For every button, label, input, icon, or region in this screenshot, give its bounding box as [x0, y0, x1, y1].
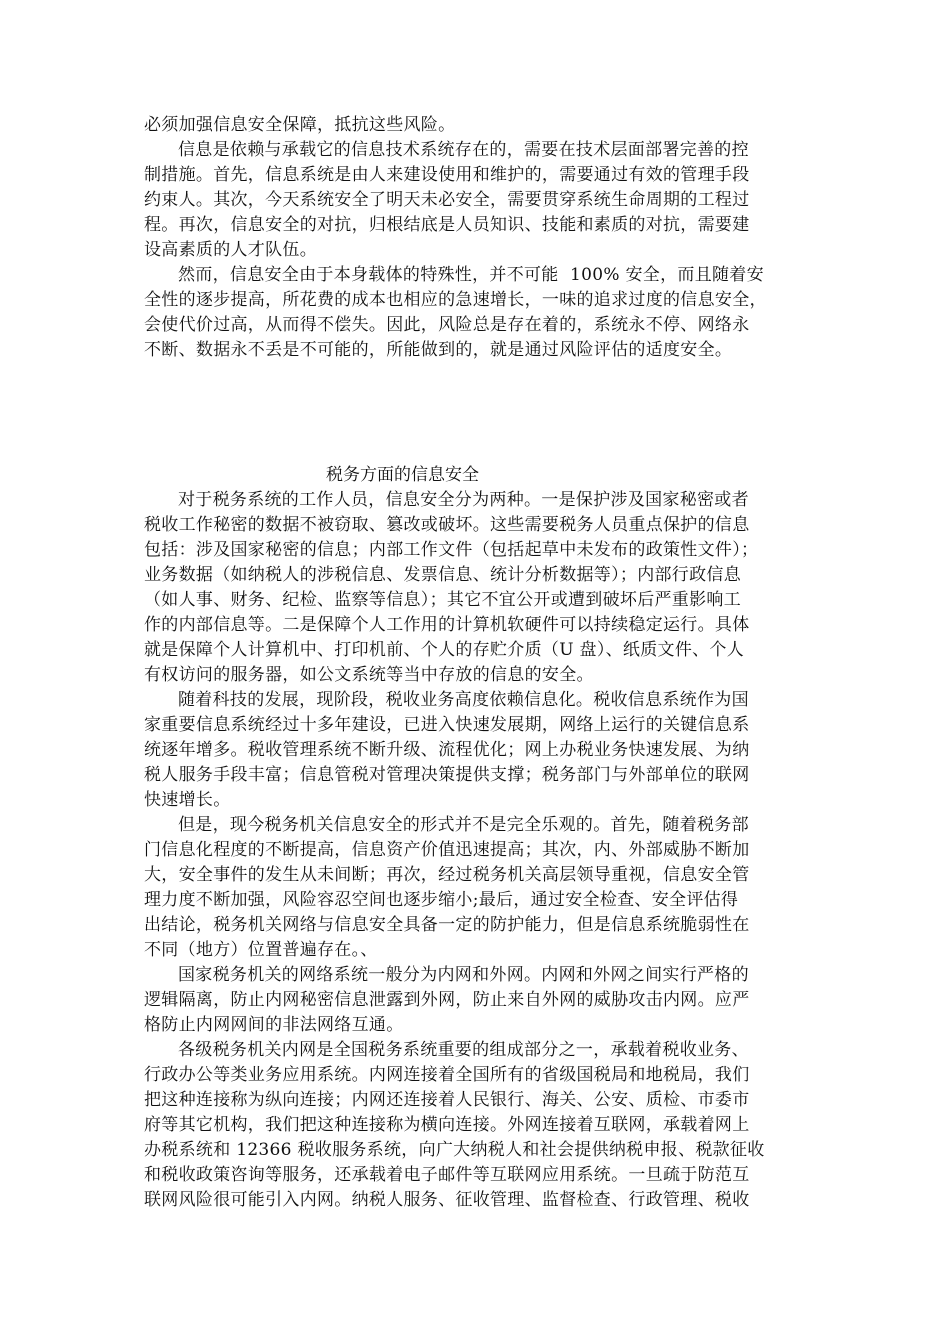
section-title: 税务方面的信息安全 [326, 465, 479, 485]
paragraph-line: （如人事、财务、纪检、监察等信息）；其它不宜公开或遭到破坏后严重影响工 [144, 590, 741, 610]
paragraph-line: 有权访问的服务器，如公文系统等当中存放的信息的安全。 [144, 665, 594, 685]
paragraph-line: 对于税务系统的工作人员，信息安全分为两种。一是保护涉及国家秘密或者 [178, 490, 749, 510]
paragraph-line: 就是保障个人计算机中、打印机前、个人的存贮介质（U 盘）、纸质文件、个人 [144, 640, 745, 660]
paragraph-line: 行政办公等类业务应用系统。内网连接着全国所有的省级国税局和地税局，我们 [144, 1065, 750, 1085]
paragraph-line: 信息是依赖与承载它的信息技术系统存在的，需要在技术层面部署完善的控 [178, 140, 749, 160]
paragraph-line: 不断、数据永不丢是不可能的，所能做到的，就是通过风险评估的适度安全。 [144, 340, 733, 360]
paragraph-line: 把这种连接称为纵向连接；内网还连接着人民银行、海关、公安、质检、市委市 [144, 1090, 750, 1110]
paragraph-line: 然而，信息安全由于本身载体的特殊性，并不可能 100% 安全，而且随着安 [178, 265, 764, 285]
paragraph-line: 国家税务机关的网络系统一般分为内网和外网。内网和外网之间实行严格的 [178, 965, 749, 985]
paragraph-line: 程。再次，信息安全的对抗，归根结底是人员知识、技能和素质的对抗，需要建 [144, 215, 750, 235]
paragraph-line: 会使代价过高，从而得不偿失。因此，风险总是存在着的，系统永不停、网络永 [144, 315, 750, 335]
paragraph-line: 府等其它机构，我们把这种连接称为横向连接。外网连接着互联网，承载着网上 [144, 1115, 750, 1135]
paragraph-line: 不同（地方）位置普遍存在。、 [144, 940, 378, 960]
paragraph-line: 门信息化程度的不断提高，信息资产价值迅速提高；其次，内、外部威胁不断加 [144, 840, 750, 860]
paragraph-line: 格防止内网网间的非法网络互通。 [144, 1015, 404, 1035]
paragraph-line: 办税系统和 12366 税收服务系统，向广大纳税人和社会提供纳税申报、税款征收 [144, 1140, 765, 1160]
paragraph-line: 理力度不断加强，风险容忍空间也逐步缩小;最后，通过安全检查、安全评估得 [144, 890, 739, 910]
paragraph-line: 快速增长。 [144, 790, 231, 810]
paragraph-line: 包括：涉及国家秘密的信息；内部工作文件（包括起草中未发布的政策性文件）； [144, 540, 759, 560]
paragraph-line: 出结论，税务机关网络与信息安全具备一定的防护能力，但是信息系统脆弱性在 [144, 915, 750, 935]
paragraph-line: 逻辑隔离，防止内网秘密信息泄露到外网，防止来自外网的威胁攻击内网。应严 [144, 990, 750, 1010]
paragraph-line: 作的内部信息等。二是保障个人工作用的计算机软硬件可以持续稳定运行。具体 [144, 615, 750, 635]
paragraph-line: 税人服务手段丰富；信息管税对管理决策提供支撑；税务部门与外部单位的联网 [144, 765, 750, 785]
paragraph-line: 大，安全事件的发生从未间断；再次，经过税务机关高层领导重视，信息安全管 [144, 865, 750, 885]
paragraph-line: 统逐年增多。税收管理系统不断升级、流程优化；网上办税业务快速发展、为纳 [144, 740, 750, 760]
paragraph-line: 随着科技的发展，现阶段，税收业务高度依赖信息化。税收信息系统作为国 [178, 690, 749, 710]
paragraph-line: 联网风险很可能引入内网。纳税人服务、征收管理、监督检查、行政管理、税收 [144, 1190, 750, 1210]
paragraph-line: 业务数据（如纳税人的涉税信息、发票信息、统计分析数据等）；内部行政信息 [144, 565, 741, 585]
paragraph-line: 必须加强信息安全保障，抵抗这些风险。 [144, 115, 456, 135]
paragraph-line: 但是，现今税务机关信息安全的形式并不是完全乐观的。首先，随着税务部 [178, 815, 749, 835]
paragraph-line: 全性的逐步提高，所花费的成本也相应的急速增长，一味的追求过度的信息安全， [144, 290, 767, 310]
paragraph-line: 家重要信息系统经过十多年建设，已进入快速发展期，网络上运行的关键信息系 [144, 715, 750, 735]
paragraph-line: 和税收政策咨询等服务，还承载着电子邮件等互联网应用系统。一旦疏于防范互 [144, 1165, 750, 1185]
paragraph-line: 税收工作秘密的数据不被窃取、篡改或破坏。这些需要税务人员重点保护的信息 [144, 515, 750, 535]
paragraph-line: 设高素质的人才队伍。 [144, 240, 317, 260]
paragraph-line: 各级税务机关内网是全国税务系统重要的组成部分之一，承载着税收业务、 [178, 1040, 749, 1060]
paragraph-line: 制措施。首先，信息系统是由人来建设使用和维护的，需要通过有效的管理手段 [144, 165, 750, 185]
paragraph-line: 约束人。其次，今天系统安全了明天未必安全，需要贯穿系统生命周期的工程过 [144, 190, 750, 210]
